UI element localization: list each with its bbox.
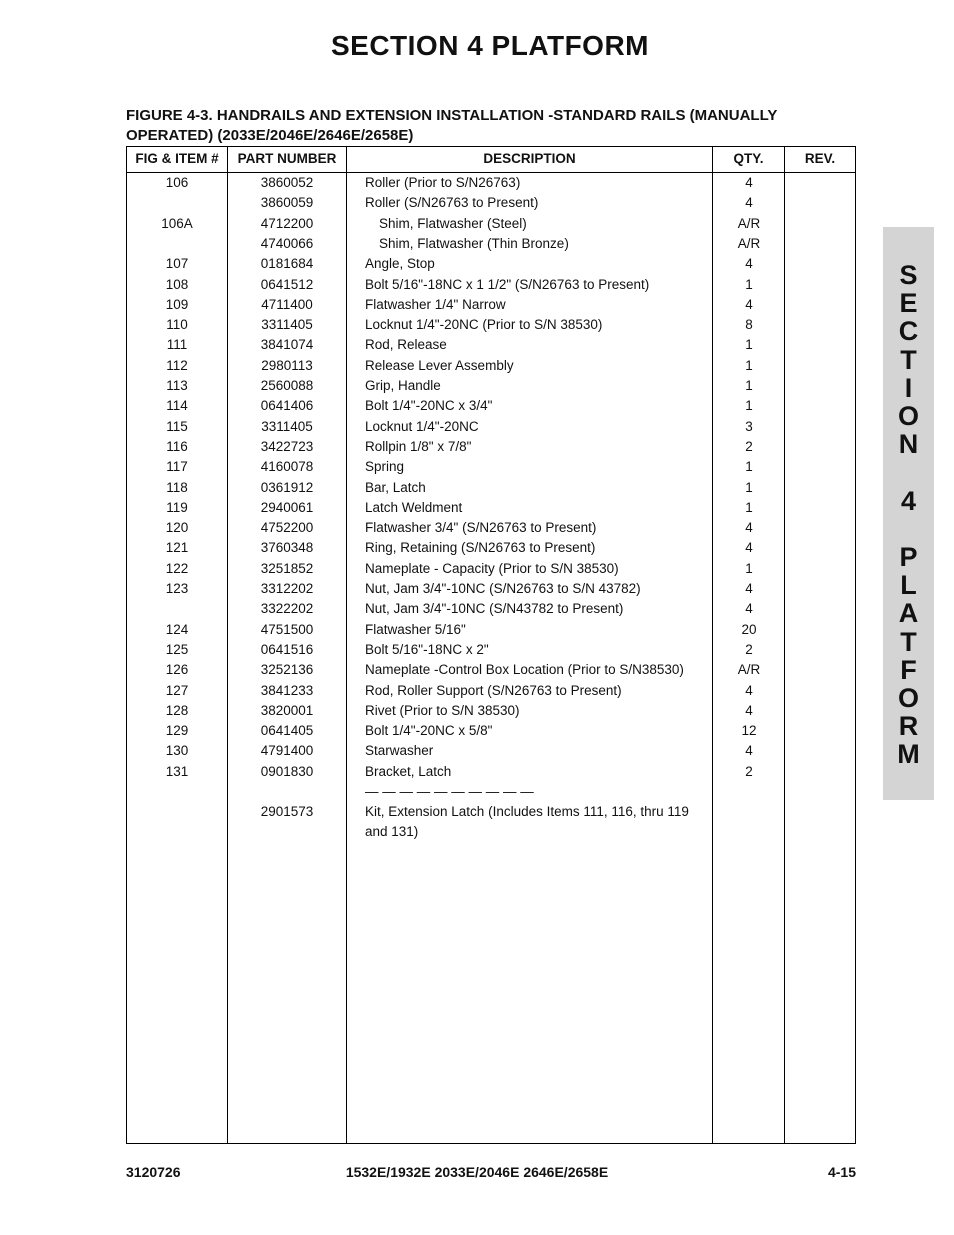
part-number-cell: 4160078 bbox=[260, 459, 314, 475]
description-cell: Flatwasher 5/16" bbox=[365, 621, 466, 637]
table-row bbox=[127, 701, 855, 721]
side-tab-letter: T bbox=[900, 626, 917, 657]
fig-item-cell: 126 bbox=[165, 662, 189, 678]
table-row bbox=[127, 579, 855, 599]
table-row bbox=[127, 681, 855, 701]
side-tab-letter bbox=[883, 458, 934, 486]
qty-cell: A/R bbox=[737, 215, 761, 231]
side-tab-letter: I bbox=[904, 372, 913, 403]
part-number-cell: 0901830 bbox=[260, 763, 314, 779]
fig-item-cell: 123 bbox=[165, 581, 189, 596]
fig-item-cell: 121 bbox=[165, 540, 189, 556]
qty-cell: 4 bbox=[745, 702, 753, 718]
side-tab-letter: S bbox=[899, 260, 918, 290]
description-cell: Bolt 1/4"-20NC x 5/8" bbox=[365, 723, 493, 739]
side-tab-letter: L bbox=[900, 570, 917, 601]
description-cell: Nameplate -Control Box Location (Prior to S/N38530) bbox=[365, 662, 684, 678]
description-cell: Bracket, Latch bbox=[365, 763, 452, 779]
qty-cell: 2 bbox=[745, 641, 753, 657]
table-row bbox=[127, 335, 855, 355]
table-row bbox=[127, 538, 855, 558]
description-cell: Bar, Latch bbox=[365, 479, 426, 495]
part-number-cell: 3841233 bbox=[260, 682, 314, 698]
description-cell: Flatwasher 3/4" (S/N26763 to Present) bbox=[365, 520, 597, 536]
fig-item-cell: 130 bbox=[165, 743, 189, 759]
part-number-cell: 3311405 bbox=[261, 317, 313, 333]
table-row bbox=[127, 478, 855, 498]
part-number-cell: 0641406 bbox=[260, 398, 314, 414]
fig-item-cell: 119 bbox=[166, 499, 188, 515]
fig-item-cell: 122 bbox=[165, 560, 189, 576]
table-row bbox=[127, 802, 855, 840]
qty-cell: 1 bbox=[745, 378, 753, 393]
description-cell: Bolt 5/16"-18NC x 2" bbox=[365, 641, 489, 657]
part-number-cell: 2940061 bbox=[260, 499, 314, 515]
part-number-cell: 0641516 bbox=[260, 641, 314, 657]
description-cell: Shim, Flatwasher (Steel) bbox=[379, 215, 527, 231]
table-row bbox=[127, 782, 855, 802]
qty-cell: 4 bbox=[745, 743, 753, 759]
part-number-cell: 3312202 bbox=[260, 581, 314, 596]
description-cell: Locknut 1/4"-20NC (Prior to S/N 38530) bbox=[365, 317, 603, 333]
description-cell: Roller (Prior to S/N26763) bbox=[365, 175, 521, 190]
qty-cell: 4 bbox=[745, 175, 753, 190]
description-cell: Ring, Retaining (S/N26763 to Present) bbox=[365, 540, 596, 556]
part-number-cell: 4740066 bbox=[260, 235, 314, 251]
fig-item-cell: 129 bbox=[165, 723, 189, 739]
description-cell: Starwasher bbox=[365, 743, 434, 759]
description-cell: Roller (S/N26763 to Present) bbox=[365, 195, 539, 211]
parts-table bbox=[126, 146, 856, 1144]
table-row bbox=[127, 254, 855, 274]
side-tab-letter: C bbox=[898, 316, 919, 347]
table-row bbox=[127, 559, 855, 579]
qty-cell: 4 bbox=[745, 682, 753, 698]
part-number-cell: 3860052 bbox=[260, 175, 314, 190]
table-row bbox=[127, 741, 855, 761]
part-number-cell: 4712200 bbox=[260, 215, 314, 231]
fig-item-cell: 113 bbox=[166, 378, 188, 393]
part-number-cell: 4751500 bbox=[260, 621, 314, 637]
description-cell: Nut, Jam 3/4"-10NC (S/N43782 to Present) bbox=[365, 601, 624, 617]
part-number-cell: 3252136 bbox=[260, 662, 314, 678]
part-number-cell: 3760348 bbox=[260, 540, 314, 556]
fig-item-cell: 108 bbox=[165, 276, 189, 292]
description-cell: Rod, Roller Support (S/N26763 to Present) bbox=[365, 682, 622, 698]
qty-cell: 4 bbox=[745, 540, 753, 556]
table-row bbox=[127, 396, 855, 416]
table-row bbox=[127, 721, 855, 741]
header-part-number: PART NUMBER bbox=[237, 151, 337, 166]
table-row bbox=[127, 599, 855, 619]
qty-cell: 4 bbox=[745, 601, 753, 617]
qty-cell: 1 bbox=[745, 337, 753, 353]
header-fig-item: FIG & ITEM # bbox=[135, 151, 219, 166]
table-row bbox=[127, 620, 855, 640]
side-tab-letter: F bbox=[900, 654, 917, 685]
part-number-cell: 3422723 bbox=[260, 438, 314, 454]
qty-cell: 4 bbox=[745, 520, 753, 536]
table-row bbox=[127, 640, 855, 660]
side-tab-letter: E bbox=[899, 288, 918, 319]
part-number-cell: 3251852 bbox=[260, 560, 314, 576]
table-row bbox=[127, 234, 855, 254]
fig-item-cell: 109 bbox=[165, 296, 189, 312]
qty-cell: 4 bbox=[745, 581, 753, 596]
description-cell: Bolt 5/16"-18NC x 1 1/2" (S/N26763 to Present) bbox=[365, 276, 650, 292]
fig-item-cell: 127 bbox=[165, 682, 189, 698]
qty-cell: A/R bbox=[737, 235, 761, 251]
part-number-cell: 3841074 bbox=[260, 337, 314, 353]
part-number-cell: 4791400 bbox=[260, 743, 314, 759]
table-row bbox=[127, 214, 855, 234]
table-row bbox=[127, 660, 855, 680]
description-cell: Angle, Stop bbox=[365, 256, 435, 272]
fig-item-cell: 124 bbox=[165, 621, 189, 637]
section-title: SECTION 4 PLATFORM bbox=[330, 30, 650, 61]
description-cell: Locknut 1/4"-20NC bbox=[365, 418, 479, 434]
footer-models: 1532E/1932E 2033E/2046E 2646E/2658E bbox=[345, 1164, 609, 1180]
description-cell: Nameplate - Capacity (Prior to S/N 38530) bbox=[365, 560, 619, 576]
description-cell: Bolt 1/4"-20NC x 3/4" bbox=[365, 398, 493, 414]
description-cell: Latch Weldment bbox=[365, 499, 463, 515]
part-number-cell: 0641512 bbox=[260, 276, 314, 292]
part-number-cell: 3860059 bbox=[260, 195, 314, 211]
qty-cell: 1 bbox=[745, 459, 753, 475]
table-row bbox=[127, 295, 855, 315]
table-row bbox=[127, 356, 855, 376]
part-number-cell: 0361912 bbox=[260, 479, 314, 495]
part-number-cell: 4711400 bbox=[261, 296, 313, 312]
table-row bbox=[127, 275, 855, 295]
qty-cell: 2 bbox=[745, 763, 753, 779]
part-number-cell: 3311405 bbox=[261, 418, 313, 434]
qty-cell: 3 bbox=[745, 418, 753, 434]
description-cell: Shim, Flatwasher (Thin Bronze) bbox=[379, 235, 569, 251]
side-tab-letter: N bbox=[898, 429, 919, 460]
part-number-cell: 3322202 bbox=[260, 601, 314, 617]
description-cell: Rivet (Prior to S/N 38530) bbox=[365, 702, 520, 718]
fig-item-cell: 118 bbox=[166, 479, 188, 495]
table-row bbox=[127, 437, 855, 457]
table-row bbox=[127, 457, 855, 477]
fig-item-cell: 115 bbox=[166, 418, 188, 434]
side-tab-letter: 4 bbox=[900, 485, 917, 516]
table-header bbox=[127, 147, 855, 173]
part-number-cell: 4752200 bbox=[260, 520, 314, 536]
fig-item-cell: 131 bbox=[165, 763, 189, 779]
description-cell: Grip, Handle bbox=[365, 378, 441, 393]
table-row bbox=[127, 173, 855, 193]
description-cell: — — — — — — — — — — bbox=[365, 784, 534, 799]
qty-cell: 1 bbox=[745, 499, 753, 515]
qty-cell: 1 bbox=[745, 560, 753, 576]
qty-cell: 4 bbox=[745, 256, 753, 272]
qty-cell: A/R bbox=[737, 662, 761, 678]
fig-item-cell: 112 bbox=[166, 357, 188, 373]
part-number-cell: 2901573 bbox=[260, 804, 314, 820]
qty-cell: 8 bbox=[745, 317, 753, 333]
footer-page-number: 4-15 bbox=[827, 1164, 856, 1180]
fig-item-cell: 116 bbox=[166, 438, 188, 454]
description-cell: Rollpin 1/8" x 7/8" bbox=[365, 438, 472, 454]
fig-item-cell: 107 bbox=[165, 256, 189, 272]
fig-item-cell: 110 bbox=[166, 317, 188, 333]
qty-cell: 1 bbox=[745, 357, 753, 373]
table-row bbox=[127, 518, 855, 538]
table-row bbox=[127, 376, 855, 396]
side-tab-letter: T bbox=[900, 344, 917, 375]
part-number-cell: 3820001 bbox=[260, 702, 314, 718]
description-cell: Flatwasher 1/4" Narrow bbox=[365, 296, 506, 312]
table-row bbox=[127, 417, 855, 437]
side-tab-letter: O bbox=[897, 683, 919, 713]
fig-item-cell: 106A bbox=[161, 215, 193, 231]
section-side-tab bbox=[883, 227, 934, 800]
fig-item-cell: 117 bbox=[166, 459, 188, 475]
qty-cell: 1 bbox=[745, 479, 753, 495]
side-tab-letter: M bbox=[897, 739, 920, 770]
table-row bbox=[127, 498, 855, 518]
qty-cell: 20 bbox=[741, 621, 757, 637]
footer-document-number: 3120726 bbox=[126, 1164, 181, 1180]
qty-cell: 4 bbox=[745, 195, 753, 211]
fig-item-cell: 106 bbox=[165, 175, 189, 190]
description-cell: Rod, Release bbox=[365, 337, 447, 353]
header-rev: REV. bbox=[804, 151, 836, 166]
fig-item-cell: 125 bbox=[165, 641, 189, 657]
qty-cell: 1 bbox=[745, 398, 753, 414]
fig-item-cell: 111 bbox=[166, 337, 188, 353]
description-cell: Release Lever Assembly bbox=[365, 357, 514, 373]
fig-item-cell: 114 bbox=[166, 398, 188, 414]
description-cell: Spring bbox=[365, 459, 405, 475]
description-cell: Kit, Extension Latch (Includes Items 111, 116, thru 119 and 131) bbox=[365, 804, 689, 840]
qty-cell: 12 bbox=[741, 723, 757, 739]
header-qty: QTY. bbox=[733, 151, 764, 166]
side-tab-letter: O bbox=[897, 401, 919, 431]
part-number-cell: 2560088 bbox=[260, 378, 314, 393]
side-tab-letter: P bbox=[899, 542, 918, 572]
qty-cell: 4 bbox=[745, 296, 753, 312]
fig-item-cell: 128 bbox=[165, 702, 189, 718]
description-cell: Nut, Jam 3/4"-10NC (S/N26763 to S/N 43782) bbox=[365, 581, 641, 596]
part-number-cell: 0641405 bbox=[260, 723, 314, 739]
side-tab-letter: A bbox=[898, 598, 919, 629]
table-row bbox=[127, 315, 855, 335]
side-tab-letter: R bbox=[898, 711, 919, 742]
header-description: DESCRIPTION bbox=[483, 151, 576, 166]
qty-cell: 1 bbox=[745, 276, 753, 292]
table-row bbox=[127, 193, 855, 213]
qty-cell: 2 bbox=[745, 438, 753, 454]
part-number-cell: 2980113 bbox=[261, 357, 313, 373]
side-tab-letter bbox=[883, 515, 934, 543]
part-number-cell: 0181684 bbox=[260, 256, 314, 272]
fig-item-cell: 120 bbox=[165, 520, 189, 536]
figure-title: FIGURE 4-3. HANDRAILS AND EXTENSION INSTALLATION -STANDARD RAILS (MANUALLY OPERATED) (2033E/2046E/2646E/2658E) bbox=[126, 107, 778, 144]
table-row bbox=[127, 762, 855, 782]
